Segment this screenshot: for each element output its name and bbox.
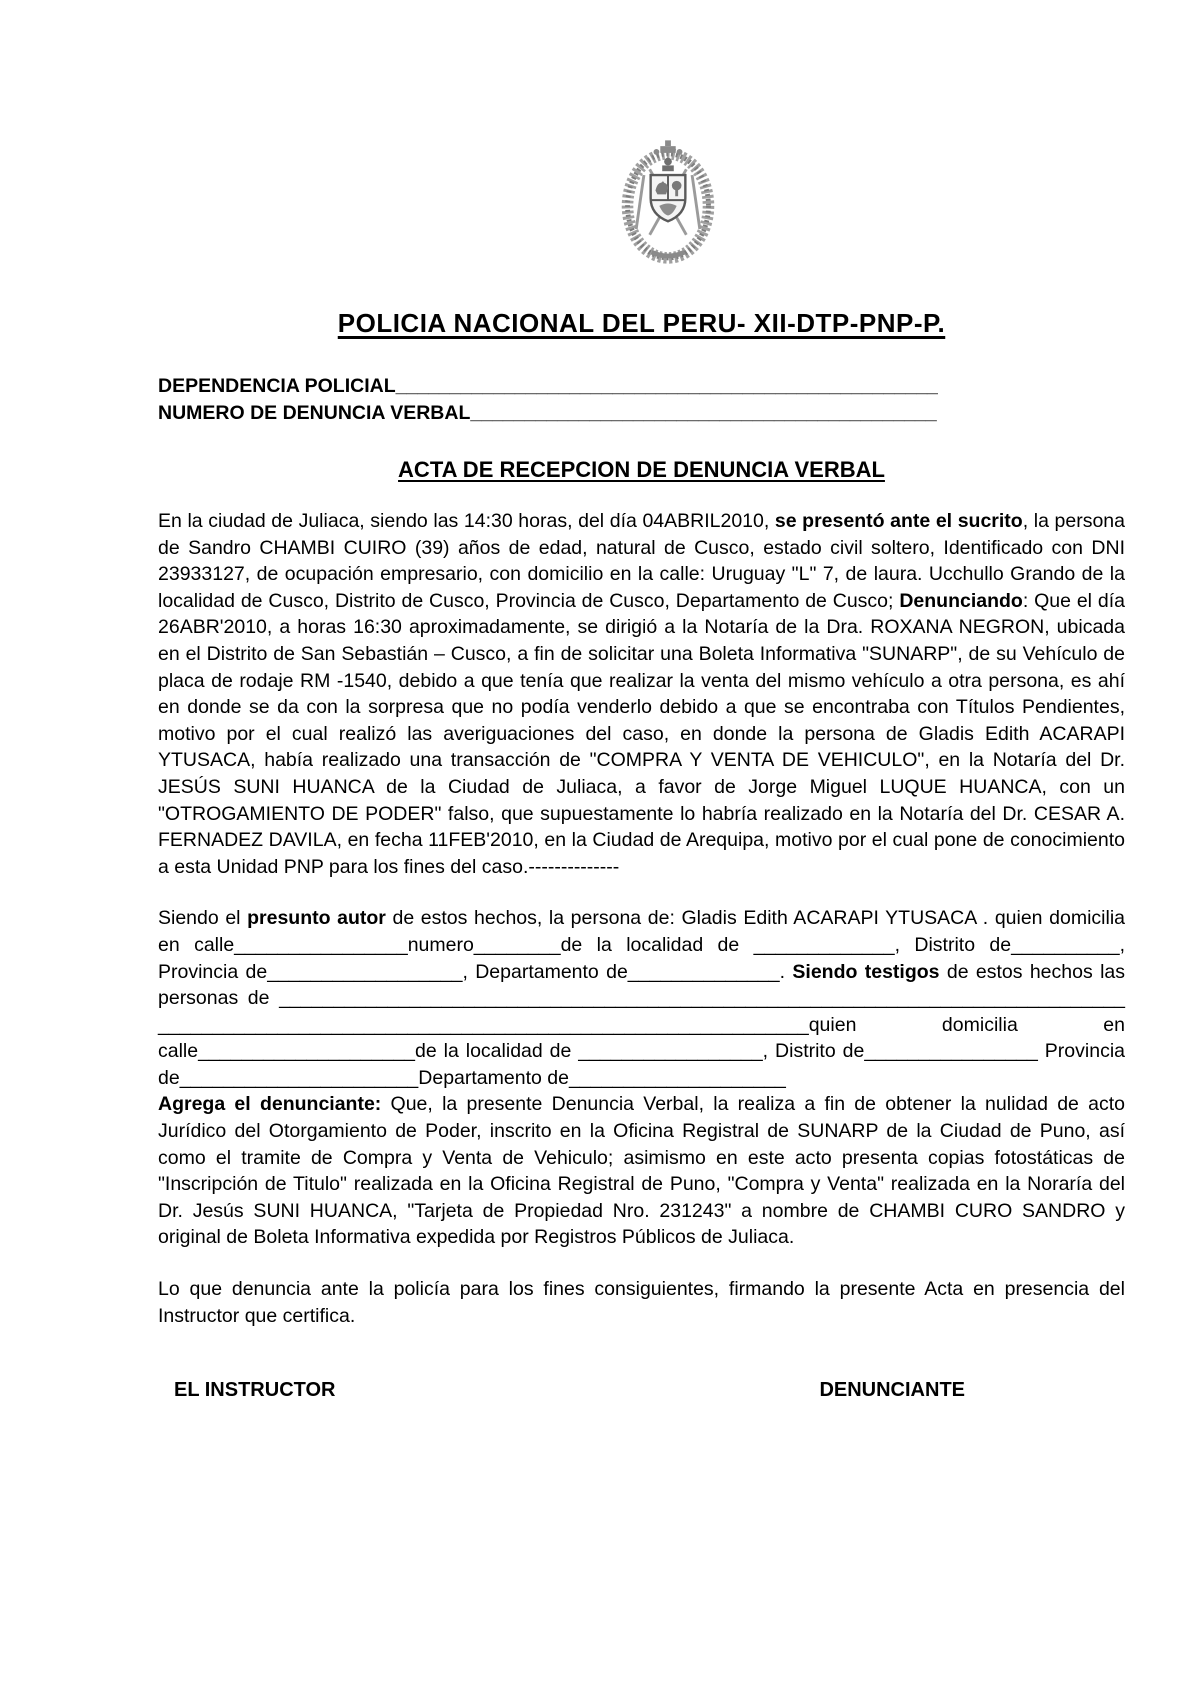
peru-coat-of-arms-icon bbox=[615, 138, 721, 268]
header-fields bbox=[158, 373, 1125, 427]
field-numero-blank: ___________________________________________ bbox=[470, 402, 937, 424]
signature-row bbox=[158, 1379, 1125, 1402]
paragraph-intro: En la ciudad de Juliaca, siendo las 14:30 horas, del día 04ABRIL2010, se presentó ante el sucrito, la persona de Sandro CHAMBI CUIRO (39) años de edad, natural de Cusco, estado civil soltero, Identificado con DNI 23933127, de ocupación empresario, con domicilio en la calle: Uruguay "L" 7, de laura. Ucchullo Grando de la localidad de Cusco, Distrito de Cusco, Provincia de Cusco, Departamento de Cusco; Denunciando: Que el día 26ABR'2010, a horas 16:30 aproximadamente, se dirigió a la Notaría de la Dra. ROXANA NEGRON, ubicada en el Distrito de San Sebastián – Cusco, a fin de solicitar una Boleta Informativa "SUNARP", de su Vehículo de placa de rodaje RM -1540, debido a que tenía que realizar la venta del mismo vehículo a otra persona, es ahí en donde se da con la sorpresa que no podía venderlo debido a que se encontraba con Títulos Pendientes, motivo por el cual realizó las averiguaciones del caso, en donde la persona de Gladis Edith ACARAPI YTUSACA, había realizado una transacción de "COMPRA Y VENTA DE VEHICULO", en la Notaría del Dr. JESÚS SUNI HUANCA de la Ciudad de Juliaca, a favor de Jorge Miguel LUQUE HUANCA, con un "OTROGAMIENTO DE PODER" falso, que supuestamente lo habría realizado en la Notaría del Dr. CESAR A. FERNADEZ DAVILA, en fecha 11FEB'2010, en la Ciudad de Arequipa, motivo por el cual pone de conocimiento a esta Unidad PNP para los fines del caso.-------------- bbox=[158, 510, 1125, 878]
signature-instructor: EL INSTRUCTOR bbox=[174, 1379, 336, 1402]
paragraph-addendum: Agrega el denunciante: Que, la presente Denuncia Verbal, la realiza a fin de obtener la nulidad de acto Jurídico del Otorgamiento de Poder, inscrito en la Oficina Registral de SUNARP de la Ciudad de Puno, así como el tramite de Compra y Venta de Vehiculo; asimismo en este acto presenta copias fotostáticas de "Inscripción de Titulo" realizada en la Oficina Registral de Puno, "Compra y Venta" realizada en la Noraría del Dr. Jesús SUNI HUANCA, "Tarjeta de Propiedad Nro. 231243" a nombre de CHAMBI CURO SANDRO y original de Boleta Informativa expedida por Registros Públicos de Juliaca. bbox=[158, 1093, 1125, 1249]
field-numero-label: NUMERO DE DENUNCIA VERBAL bbox=[158, 402, 471, 424]
paragraph-closing: Lo que denuncia ante la policía para los fines consiguientes, firmando la presente Acta en presencia del Instructor que certifica. bbox=[158, 1278, 1125, 1327]
field-dependencia-policial bbox=[158, 373, 1125, 400]
signature-denunciante: DENUNCIANTE bbox=[819, 1379, 965, 1402]
page-title: POLICIA NACIONAL DEL PERU- XII-DTP-PNP-P. bbox=[337, 308, 946, 338]
doc-subtitle: ACTA DE RECEPCION DE DENUNCIA VERBAL bbox=[398, 457, 885, 482]
field-numero-denuncia bbox=[158, 400, 1125, 427]
field-dependencia-blank: __________________________________________________ bbox=[395, 375, 938, 397]
coat-of-arms bbox=[615, 138, 721, 268]
field-dependencia-label: DEPENDENCIA POLICIAL bbox=[158, 375, 396, 397]
paragraph-suspect: Siendo el presunto autor de estos hechos, la persona de: Gladis Edith ACARAPI YTUSACA . quien domicilia en calle________________numero________de la localidad de _____________, Distrito de__________, Provincia de__________________, Departamento de______________. Siendo testigos de estos hechos las personas de ______________________________________________________________________________ ____________________________________________________________quien domicilia en calle____________________de la localidad de _________________, Distrito de________________ Provincia de______________________Departamento de____________________ bbox=[158, 907, 1125, 1089]
